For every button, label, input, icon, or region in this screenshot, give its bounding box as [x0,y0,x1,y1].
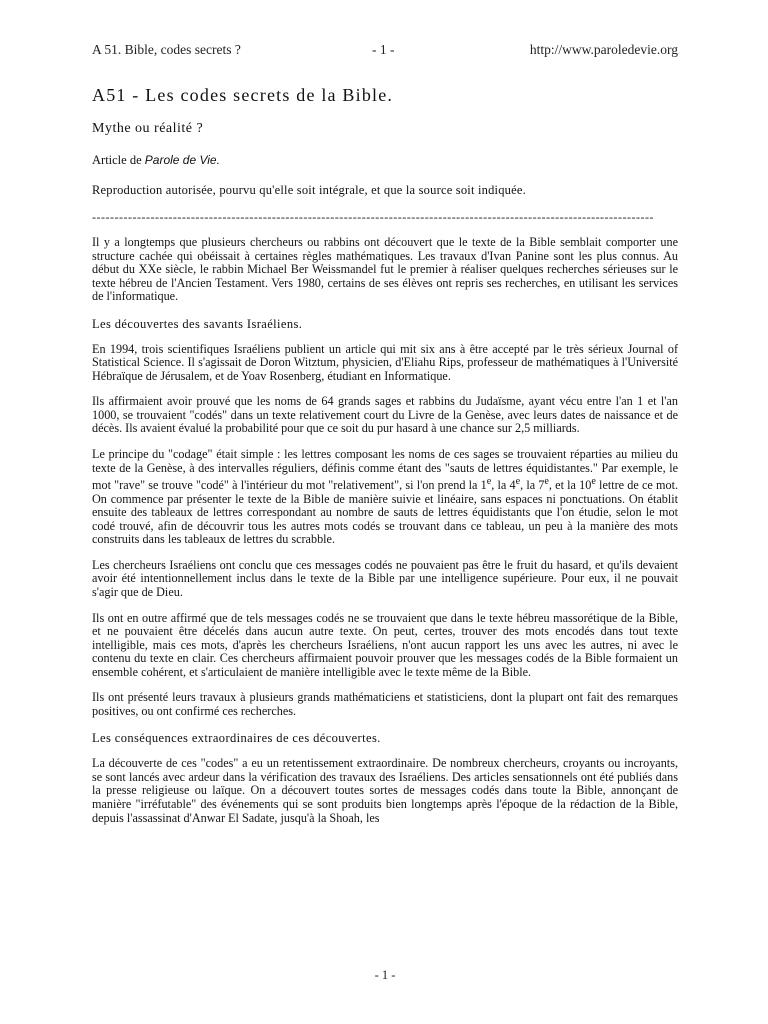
header-url: http://www.paroledevie.org [529,42,678,57]
paragraph-coding-principle [92,448,678,547]
superscript: e [486,476,492,488]
running-header [92,42,678,62]
text-segment: , et la 10 [548,478,592,493]
reproduction-notice: Reproduction autorisée, pourvu qu'elle soit intégrale, et que la source soit indiquée. [92,183,526,197]
document-page [92,0,678,1024]
text-segment: lettre de ce mot. On commence par présenter le texte de la Bible de manière suivie et linéaire, sans espaces ni ponctuations. On établit ensuite des tableaux de lettres correspondant au nombre de sauts de lettres équidistants que l'on étudie, selon le mot codé trouvé, afin de découvrir tous les autres mots codés se trouvant dans ce tableau, un peu à la manière des mots construits dans les tableaux de lettres du scrabble. [92,478,679,547]
byline [92,152,678,168]
header-page-number: - 1 - [372,42,395,57]
paragraph-intro: Il y a longtemps que plusieurs chercheurs ou rabbins ont découvert que le texte de la Bible semblait comporter une structure cachée qui obéissait à certaines règles mathématiques. Les travaux d'Ivan Panine sont les plus connus. Au début du XXe siècle, le rabbin Michael Ber Weissmandel fut le premier à réaliser quelques recherches sérieuses sur le texte hébreu de l'Ancien Testament. Vers 1980, certains de ses élèves ont repris ses recherches, en utilisant les services de l'informatique. [92,235,678,304]
paragraph-conclusion: Les chercheurs Israéliens ont conclu que ces messages codés ne pouvaient pas être le fruit du hasard, et qu'ils devaient avoir été intentionnellement inclus dans le texte de la Bible par une intelligence supérieure. Pour eux, il ne pouvait s'agir que de Dieu. [92,557,678,599]
byline-prefix: Article de [92,153,142,167]
section-heading-consequences: Les conséquences extraordinaires de ces découvertes. [92,731,381,746]
byline-organization: Parole de Vie. [144,153,220,167]
footer-page-number: - 1 - [374,968,396,982]
header-title: A 51. Bible, codes secrets ? [92,42,241,57]
paragraph-impact: La découverte de ces "codes" a eu un retentissement extraordinaire. De nombreux chercheurs, croyants ou incroyants, se sont lancés avec ardeur dans la vérification des travaux des Israéliens. Des articles sensationnels ont été publiés dans la presse religieuse ou laïque. On a découvert toutes sortes de messages codés dans toute la Bible, annonçant de manière "irréfutable" des événements qui se sont produits bien longtemps après l'époque de la rédaction de la Bible, depuis l'assassinat d'Anwar El Sadate, jusqu'à la Shoah, les [92,756,678,825]
section-heading-discoveries: Les découvertes des savants Israéliens. [92,316,303,331]
text-segment: Le principe du "codage" était simple : les lettres composant les noms de ces sages se trouvaient réparties au milieu du texte de la Genèse, à des intervalles réguliers, définis comme étant des "sauts de lettres équidistantes." Par exemple, le mot "rave" se trouve "codé" à l'intérieur du mot "relativement", si l'on prend la 1 [92,447,678,493]
separator-line: ----------------------------------------------------------------------------------------------------------------------------- [92,210,655,224]
article-subtitle: Mythe ou réalité ? [92,121,204,136]
paragraph-mathematicians: Ils ont présenté leurs travaux à plusieurs grands mathématiciens et statisticiens, dont la plupart ont fait des remarques positives, ou ont confirmé ces recherches. [92,690,678,718]
text-segment: , la 4 [491,478,516,493]
article-content [92,84,678,825]
superscript: e [515,476,521,488]
superscript: e [544,476,549,488]
paragraph-1994: En 1994, trois scientifiques Israéliens publient un article qui mit six ans à être accepté par le très sérieux Journal of Statistical Science. Il s'agissait de Doron Witztum, physicien, d'Eliahu Rips, professeur de mathématiques à l'Université Hébraïque de Jérusalem, et de Yoav Rosenberg, étudiant en Informatique. [92,341,678,383]
paragraph-64-sages: Ils affirmaient avoir prouvé que les noms de 64 grands sages et rabbins du Judaïsme, ayant vécu entre l'an 1 et l'an 1000, se trouvaient "codés" dans un texte relativement court du Livre de la Genèse, avec leurs dates de naissance et de décès. Ils avaient évalué la probabilité pour que ce soit du pur hasard à une chance sur 2,5 milliards. [92,394,678,436]
superscript: e [591,476,596,488]
text-segment: , la 7 [520,478,545,493]
article-title: A51 - Les codes secrets de la Bible. [92,85,394,105]
paragraph-masoretic: Ils ont en outre affirmé que de tels messages codés ne se trouvaient que dans le texte hébreu massorétique de la Bible, et ne pouvaient être décelés dans aucun autre texte. On peut, certes, trouver des mots encodés dans tout texte intelligible, mais ces mots, d'après les chercheurs Israéliens, n'ont aucun rapport les uns avec les autres, ni avec le contenu du texte en clair. Ces chercheurs affirmaient pouvoir prouver que les messages codés de la Bible formaient un ensemble cohérent, et s'articulaient de manière intelligible avec le texte même de la Bible. [92,610,678,679]
